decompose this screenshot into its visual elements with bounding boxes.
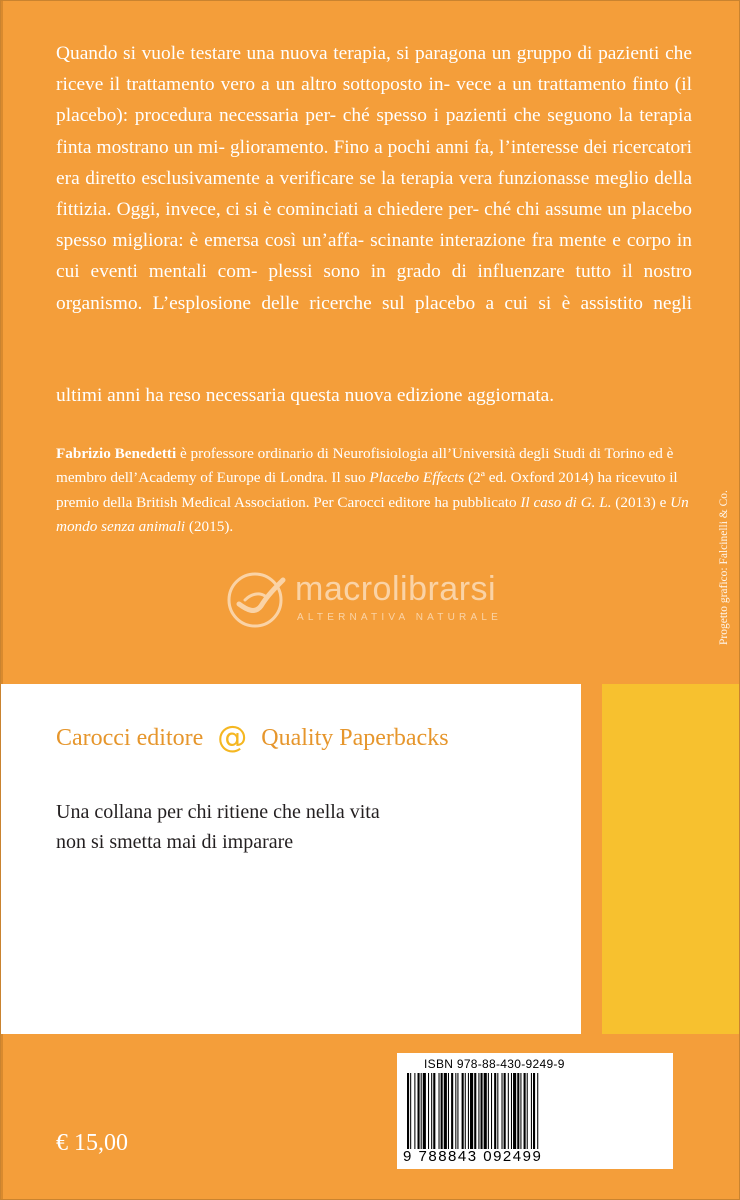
blurb-line: di pazienti che riceve il trattamento vero a un altro sottoposto in-	[56, 43, 692, 96]
blurb-line: ché chi assume un placebo spesso migliora: è emersa così un’affa-	[56, 199, 692, 252]
blurb-line: plessi sono in grado di influenzare tutto il nostro organismo.	[56, 261, 692, 314]
price: € 15,00	[56, 1130, 128, 1156]
isbn-label: ISBN 978-88-430-9249-9	[424, 1057, 565, 1071]
blurb-line: glioramento. Fino a pochi anni fa, l’interesse dei ricercatori era	[56, 136, 692, 189]
series-tagline	[56, 797, 556, 857]
barcode-bars	[407, 1073, 663, 1149]
tagline-line: Una collana per chi ritiene che nella vita	[56, 801, 380, 823]
bio-text: è professore ordinario di Neurofisiologia all’Università degli Studi di Torino ed è membro dell’Academy of Europe di Londra. Il suo	[56, 445, 674, 487]
bio-text: (2013) e	[611, 493, 671, 511]
blurb-last-line: ultimi anni ha reso necessaria questa nuova edizione aggiornata.	[56, 385, 555, 406]
author-name: Fabrizio Benedetti	[56, 445, 177, 462]
leaf-logo-icon	[225, 570, 287, 630]
macrolibrarsi-watermark	[225, 570, 525, 630]
blurb-line: scinante interazione fra mente e corpo in cui eventi mentali com-	[56, 230, 692, 283]
tagline-line: non si smetta mai di imparare	[56, 831, 294, 853]
design-credit: Progetto grafico: Falcinelli & Co.	[718, 490, 730, 645]
blurb-paragraph	[56, 38, 692, 319]
watermark-tagline: ALTERNATIVA NATURALE	[297, 612, 502, 623]
blurb-line: Quando si vuole testare una nuova terapia, si paragona un gruppo	[56, 43, 572, 64]
book-title: Placebo Effects	[369, 469, 465, 487]
barcode-box	[397, 1053, 673, 1169]
blurb-line: meglio della fittizia. Oggi, invece, ci si è cominciati a chiedere per-	[56, 167, 692, 221]
bio-text: (2015).	[185, 518, 234, 536]
book-title: Un mondo senza animali	[56, 493, 689, 536]
blurb-line: vece a un trattamento finto (il placebo): procedura necessaria per-	[56, 74, 692, 127]
blurb-line: L’esplosione delle ricerche sul placebo a cui si è assistito negli	[152, 292, 692, 314]
publisher-name: Carocci editore	[56, 725, 204, 751]
at-logo-icon: @	[217, 720, 248, 755]
accent-panel	[602, 684, 740, 1034]
collection-name: Quality Paperbacks	[261, 725, 449, 751]
watermark-name: macrolibrarsi	[295, 570, 497, 608]
blurb-line: diretto esclusivamente a verificare se la terapia vera funzionasse	[85, 167, 590, 189]
blurb-line: ché spesso i pazienti che seguono la terapia finta mostrano un mi-	[56, 105, 692, 158]
series-header	[56, 720, 449, 755]
barcode-digits: 9 788843 092499	[403, 1148, 543, 1165]
book-title: Il caso di G. L.	[520, 493, 612, 511]
bio-text: (2ª ed. Oxford 2014) ha ricevuto il premio della British Medical Association. Per Carocci editore ha pubblicato	[56, 469, 678, 511]
author-bio	[56, 442, 692, 540]
